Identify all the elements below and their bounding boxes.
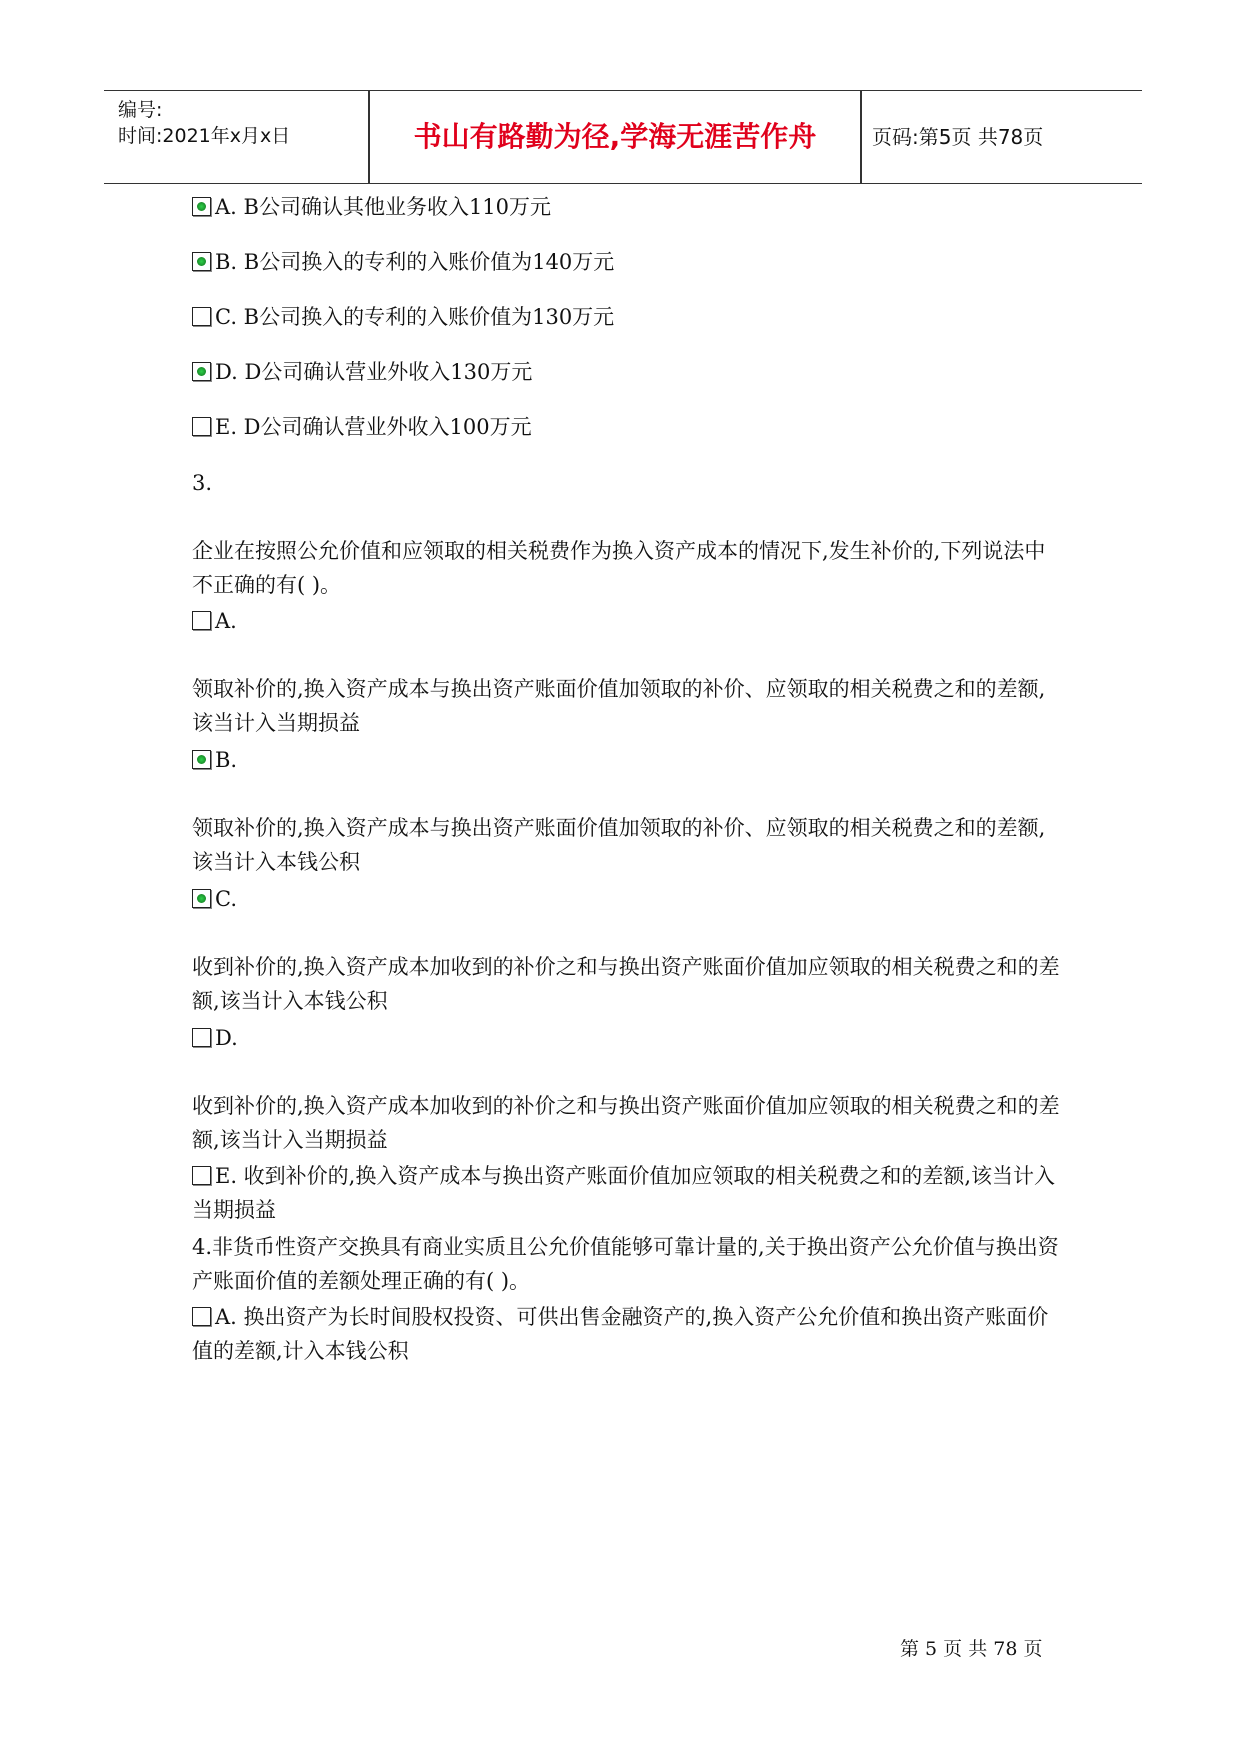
option-label: B. <box>215 748 238 772</box>
option-text: D. D公司确认营业外收入130万元 <box>215 360 533 384</box>
option-q2-a[interactable] <box>192 190 551 224</box>
checkbox-checked-icon[interactable] <box>192 750 211 769</box>
checkbox-empty-icon[interactable] <box>192 611 211 630</box>
checkbox-checked-icon[interactable] <box>192 252 211 271</box>
option-q2-e[interactable] <box>192 410 532 444</box>
option-label: C. <box>215 887 237 911</box>
option-text: B. B公司换入的专利的入账价值为140万元 <box>215 250 615 274</box>
option-text: A. B公司确认其他业务收入110万元 <box>215 195 552 219</box>
option-text: A. 换出资产为长时间股权投资、可供出售金融资产的,换入资产公允价值和换出资产账面价值的差额,计入本钱公积 <box>192 1305 1049 1363</box>
option-q2-c[interactable] <box>192 300 614 334</box>
question-stem-q4: 4.非货币性资产交换具有商业实质且公允价值能够可靠计量的,关于换出资产公允价值与换出资产账面价值的差额处理正确的有( )。 <box>192 1235 1059 1293</box>
option-text: E. 收到补价的,换入资产成本与换出资产账面价值加应领取的相关税费之和的差额,该当计入当期损益 <box>192 1164 1056 1222</box>
option-q3-b[interactable] <box>192 743 237 777</box>
checkbox-checked-icon[interactable] <box>192 889 211 908</box>
option-q3-e[interactable] <box>192 1159 1062 1227</box>
option-q3-a[interactable] <box>192 604 237 638</box>
checkbox-empty-icon[interactable] <box>192 1307 211 1326</box>
header-page-info: 页码:第5页 共78页 <box>872 125 1044 149</box>
checkbox-checked-icon[interactable] <box>192 197 211 216</box>
option-q3-d[interactable] <box>192 1021 238 1055</box>
option-q3-c-text: 收到补价的,换入资产成本加收到的补价之和与换出资产账面价值加应领取的相关税费之和的差额,该当计入本钱公积 <box>192 955 1060 1013</box>
checkbox-empty-icon[interactable] <box>192 1166 211 1185</box>
option-q2-b[interactable] <box>192 245 614 279</box>
option-q3-a-text: 领取补价的,换入资产成本与换出资产账面价值加领取的补价、应领取的相关税费之和的差额,该当计入当期损益 <box>192 677 1046 735</box>
question-number: 3. <box>192 471 213 495</box>
checkbox-empty-icon[interactable] <box>192 307 211 326</box>
doc-time-label: 时间:2021年x月x日 <box>118 125 291 147</box>
option-q3-d-text: 收到补价的,换入资产成本加收到的补价之和与换出资产账面价值加应领取的相关税费之和的差额,该当计入当期损益 <box>192 1094 1060 1152</box>
option-text: C. B公司换入的专利的入账价值为130万元 <box>215 305 615 329</box>
option-label: D. <box>215 1026 238 1050</box>
question-stem: 企业在按照公允价值和应领取的相关税费作为换入资产成本的情况下,发生补价的,下列说法中不正确的有( )。 <box>192 539 1046 597</box>
option-q3-c[interactable] <box>192 882 237 916</box>
header-meta <box>118 91 368 183</box>
checkbox-checked-icon[interactable] <box>192 362 211 381</box>
option-q3-b-text: 领取补价的,换入资产成本与换出资产账面价值加领取的补价、应领取的相关税费之和的差额,该当计入本钱公积 <box>192 816 1046 874</box>
checkbox-empty-icon[interactable] <box>192 417 211 436</box>
header-divider-right <box>860 91 862 183</box>
option-label: A. <box>215 609 237 633</box>
checkbox-empty-icon[interactable] <box>192 1028 211 1047</box>
option-q2-d[interactable] <box>192 355 532 389</box>
page-footer: 第 5 页 共 78 页 <box>900 1638 1043 1660</box>
option-text: E. D公司确认营业外收入100万元 <box>215 415 532 439</box>
page-header <box>104 90 1142 184</box>
header-slogan: 书山有路勤为径,学海无涯苦作舟 <box>413 120 817 153</box>
doc-number-label: 编号: <box>118 99 163 121</box>
option-q4-a[interactable] <box>192 1300 1062 1368</box>
